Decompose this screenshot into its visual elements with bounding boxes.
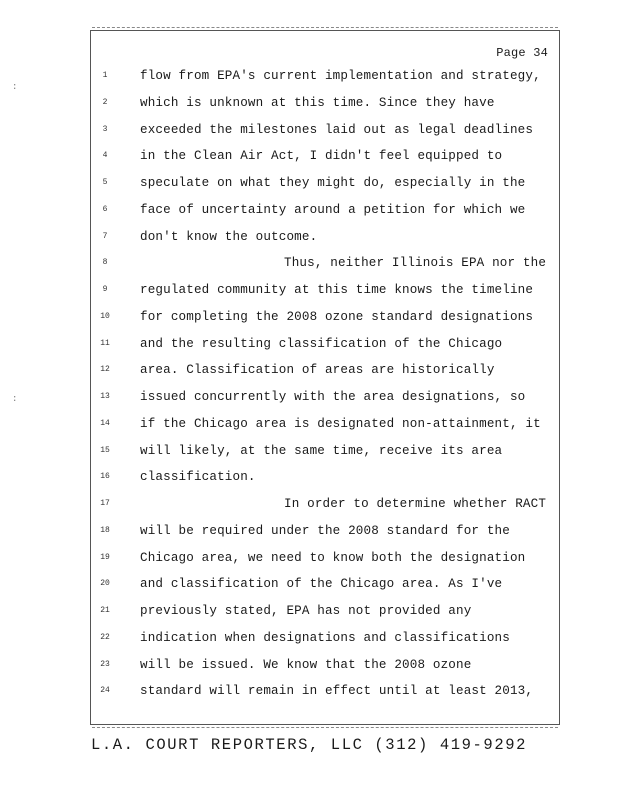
top-border-dots (92, 27, 558, 28)
transcript-line (90, 518, 560, 545)
line-text: face of uncertainty around a petition for which we (140, 202, 526, 217)
line-text: for completing the 2008 ozone standard designations (140, 309, 534, 324)
line-number: 8 (102, 258, 108, 268)
line-number: 13 (100, 392, 110, 401)
line-number: 24 (100, 686, 110, 696)
line-text: speculate on what they might do, especially in the (140, 176, 526, 190)
line-text: which is unknown at this time. Since they have (140, 95, 495, 110)
line-number: 19 (100, 552, 110, 562)
line-text: and classification of the Chicago area. As I've (140, 577, 503, 592)
line-number: 6 (102, 204, 108, 214)
line-number: 15 (100, 445, 110, 455)
transcript-line (90, 331, 560, 358)
line-text: flow from EPA's current implementation and strategy, (140, 69, 541, 83)
line-text: Chicago area, we need to know both the designation (140, 550, 526, 565)
transcript-line (90, 90, 560, 117)
line-text: will be required under the 2008 standard for the (140, 523, 510, 538)
line-number: 18 (100, 525, 110, 535)
transcript-line (90, 357, 560, 384)
line-text: In order to determine whether RACT (284, 497, 547, 511)
transcript-line (90, 63, 560, 90)
line-text: will be issued. We know that the 2008 ozone (140, 657, 472, 672)
transcript-line (90, 571, 560, 598)
transcript-line (90, 143, 560, 170)
transcript-line (90, 678, 560, 705)
transcript-line (90, 625, 560, 652)
transcript-line (90, 438, 560, 465)
line-number: 14 (100, 418, 110, 428)
line-text: issued concurrently with the area designations, so (140, 390, 526, 404)
margin-mark-middle: : (12, 394, 18, 404)
line-number: 20 (100, 579, 110, 589)
line-text: standard will remain in effect until at least 2013, (140, 684, 534, 699)
line-number: 1 (102, 71, 108, 80)
line-number: 2 (102, 97, 108, 107)
line-number: 4 (102, 151, 108, 161)
line-text: area. Classification of areas are historically (140, 363, 495, 378)
line-number: 10 (100, 311, 110, 321)
line-text: exceeded the milestones laid out as legal deadlines (140, 122, 534, 137)
line-text: regulated community at this time knows the timeline (140, 283, 534, 297)
transcript-line (90, 652, 560, 679)
line-number: 3 (102, 124, 108, 134)
transcript-line (90, 598, 560, 625)
line-number: 22 (100, 632, 110, 642)
transcript-line (90, 411, 560, 438)
bottom-border-dots (92, 727, 558, 728)
transcript-line (90, 170, 560, 197)
transcript-line (90, 491, 560, 518)
line-number: 9 (102, 285, 108, 294)
line-number: 5 (102, 178, 108, 187)
line-text: in the Clean Air Act, I didn't feel equipped to (140, 149, 503, 164)
transcript-line (90, 277, 560, 304)
transcript-line (90, 197, 560, 224)
transcript-line (90, 117, 560, 144)
line-text: classification. (140, 470, 256, 485)
transcript-line (90, 224, 560, 251)
line-text: Thus, neither Illinois EPA nor the (284, 256, 547, 271)
transcript-line (90, 250, 560, 277)
line-text: and the resulting classification of the Chicago (140, 336, 503, 351)
transcript-line (90, 384, 560, 411)
line-text: previously stated, EPA has not provided any (140, 604, 472, 618)
transcript-line (90, 464, 560, 491)
transcript-line (90, 304, 560, 331)
line-number: 7 (102, 231, 108, 241)
transcript-line (90, 545, 560, 572)
court-reporter-footer: L.A. COURT REPORTERS, LLC (312) 419-9292 (90, 736, 528, 754)
line-text: don't know the outcome. (140, 229, 318, 244)
line-text: will likely, at the same time, receive its area (140, 443, 503, 458)
line-number: 21 (100, 606, 110, 615)
page-number: Page 34 (496, 46, 548, 60)
line-number: 17 (100, 499, 110, 508)
line-number: 11 (100, 338, 110, 348)
line-number: 12 (100, 365, 110, 375)
transcript-lines (90, 63, 560, 705)
line-number: 16 (100, 472, 110, 482)
line-number: 23 (100, 659, 110, 669)
margin-mark-top: : (12, 82, 18, 92)
line-text: indication when designations and classifications (140, 630, 510, 645)
line-text: if the Chicago area is designated non-attainment, it (140, 416, 541, 431)
